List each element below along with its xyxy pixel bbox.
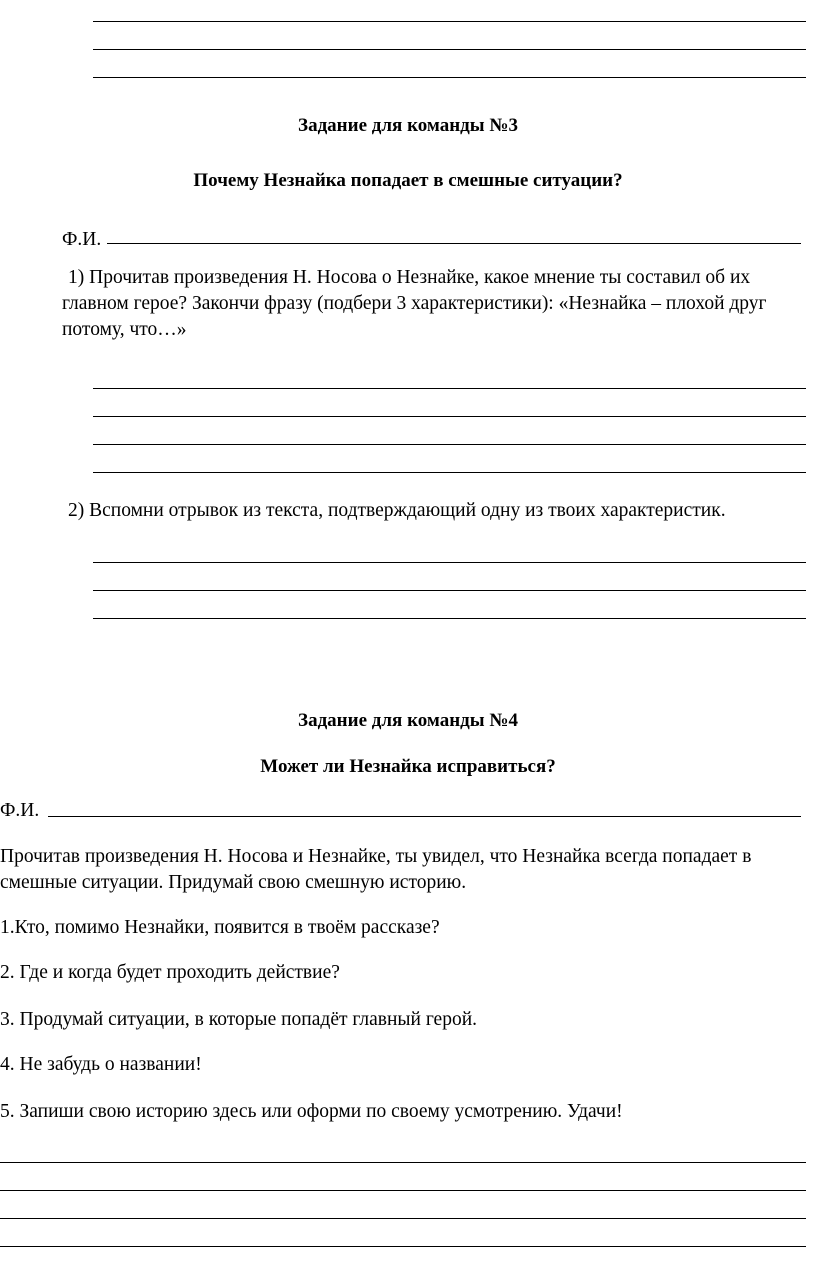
task3-question: Почему Незнайка попадает в смешные ситуации? xyxy=(193,170,623,191)
task4-fi-label: Ф.И. xyxy=(0,800,40,821)
task3-item2: 2) Вспомни отрывок из текста, подтверждающий одну из твоих характеристик. xyxy=(68,500,726,521)
answer-line[interactable] xyxy=(93,590,806,591)
story-line[interactable] xyxy=(0,1162,806,1163)
task3-fi-field[interactable] xyxy=(107,223,801,244)
task3-fi-label: Ф.И. xyxy=(62,229,102,250)
task4-fi-field[interactable] xyxy=(48,796,801,817)
task3-item1: 1) Прочитав произведения Н. Носова о Незнайке, какое мнение ты составил об их главном герое? Закончи фразу (подбери 3 характеристики): «Незнайка – плохой друг потому, что…» xyxy=(62,267,767,340)
task4-heading: Задание для команды №4 xyxy=(298,710,518,731)
answer-line[interactable] xyxy=(93,618,806,619)
task4-intro: Прочитав произведения Н. Носова и Незнайке, ты увидел, что Незнайка всегда попадает в смешные ситуации. Придумай свою смешную историю. xyxy=(0,846,752,893)
answer-line[interactable] xyxy=(93,472,806,473)
story-line[interactable] xyxy=(0,1218,806,1219)
answer-line[interactable] xyxy=(93,388,806,389)
task4-question: Может ли Незнайка исправиться? xyxy=(260,756,556,777)
answer-line[interactable] xyxy=(93,416,806,417)
story-line[interactable] xyxy=(0,1246,806,1247)
answer-line[interactable] xyxy=(93,77,806,78)
answer-line[interactable] xyxy=(93,49,806,50)
task4-item-1: 1.Кто, помимо Незнайки, появится в твоём рассказе? xyxy=(0,917,440,938)
task4-item-5: 5. Запиши свою историю здесь или оформи по своему усмотрению. Удачи! xyxy=(0,1101,623,1122)
task4-item-2: 2. Где и когда будет проходить действие? xyxy=(0,962,340,983)
answer-line[interactable] xyxy=(93,444,806,445)
task3-heading: Задание для команды №3 xyxy=(298,115,518,136)
task4-item-4: 4. Не забудь о названии! xyxy=(0,1054,202,1075)
task4-item-3: 3. Продумай ситуации, в которые попадёт главный герой. xyxy=(0,1009,478,1030)
story-line[interactable] xyxy=(0,1190,806,1191)
answer-line[interactable] xyxy=(93,562,806,563)
answer-line[interactable] xyxy=(93,21,806,22)
